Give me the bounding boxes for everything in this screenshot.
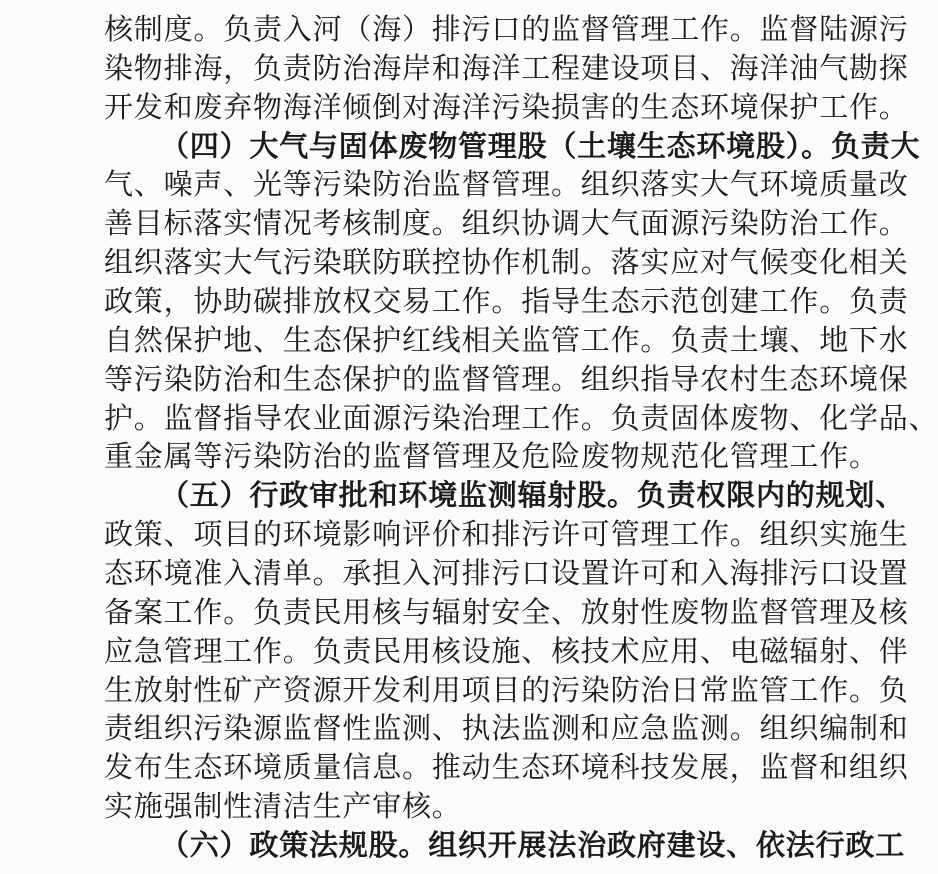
text-line: 善目标落实情况考核制度。组织协调大气面源污染防治工作。 <box>104 206 909 241</box>
text-line: 备案工作。负责民用核与辐射安全、放射性废物监督管理及核 <box>104 594 909 629</box>
section-heading-6: （六）政策法规股。组织开展法治政府建设、依法行政工 <box>160 828 906 862</box>
text-line: 态环境准入清单。承担入河排污口设置许可和入海排污口设置 <box>104 556 909 590</box>
text-line: 发布生态环境质量信息。推动生态环境科技发展，监督和组织 <box>104 750 909 785</box>
text-line: 应急管理工作。负责民用核设施、核技术应用、电磁辐射、伴 <box>104 633 909 668</box>
section-heading-5: （五）行政审批和环境监测辐射股。负责权限内的规划、 <box>160 478 906 513</box>
text-line: 等污染防治和生态保护的监督管理。组织指导农村生态环境保 <box>104 361 909 396</box>
text-line: 重金属等污染防治的监督管理及危险废物规范化管理工作。 <box>104 439 879 474</box>
text-line: 开发和废弃物海洋倾倒对海洋污染损害的生态环境保护工作。 <box>104 89 909 124</box>
text-line: 政策、项目的环境影响评价和排污许可管理工作。组织实施生 <box>104 517 909 552</box>
text-line: 染物排海，负责防治海岸和海洋工程建设项目、海洋油气勘探 <box>104 50 909 85</box>
text-line: 政策，协助碳排放权交易工作。指导生态示范创建工作。负责 <box>104 284 909 318</box>
text-line: 护。监督指导农业面源污染治理工作。负责固体废物、化学品、 <box>104 400 938 435</box>
text-line: 核制度。负责入河（海）排污口的监督管理工作。监督陆源污 <box>104 12 909 46</box>
text-line: 自然保护地、生态保护红线相关监管工作。负责土壤、地下水 <box>104 322 909 357</box>
text-line: 气、噪声、光等污染防治监督管理。组织落实大气环境质量改 <box>104 167 909 202</box>
text-line: 责组织污染源监督性监测、执法监测和应急监测。组织编制和 <box>104 711 909 746</box>
section-heading-4: （四）大气与固体废物管理股（土壤生态环境股）。负责大 <box>160 128 921 163</box>
text-line: 组织落实大气污染联防联控协作机制。落实应对气候变化相关 <box>104 245 909 280</box>
text-line: 实施强制性清洁生产审核。 <box>104 789 462 824</box>
text-line: 生放射性矿产资源开发利用项目的污染防治日常监管工作。负 <box>104 672 909 707</box>
